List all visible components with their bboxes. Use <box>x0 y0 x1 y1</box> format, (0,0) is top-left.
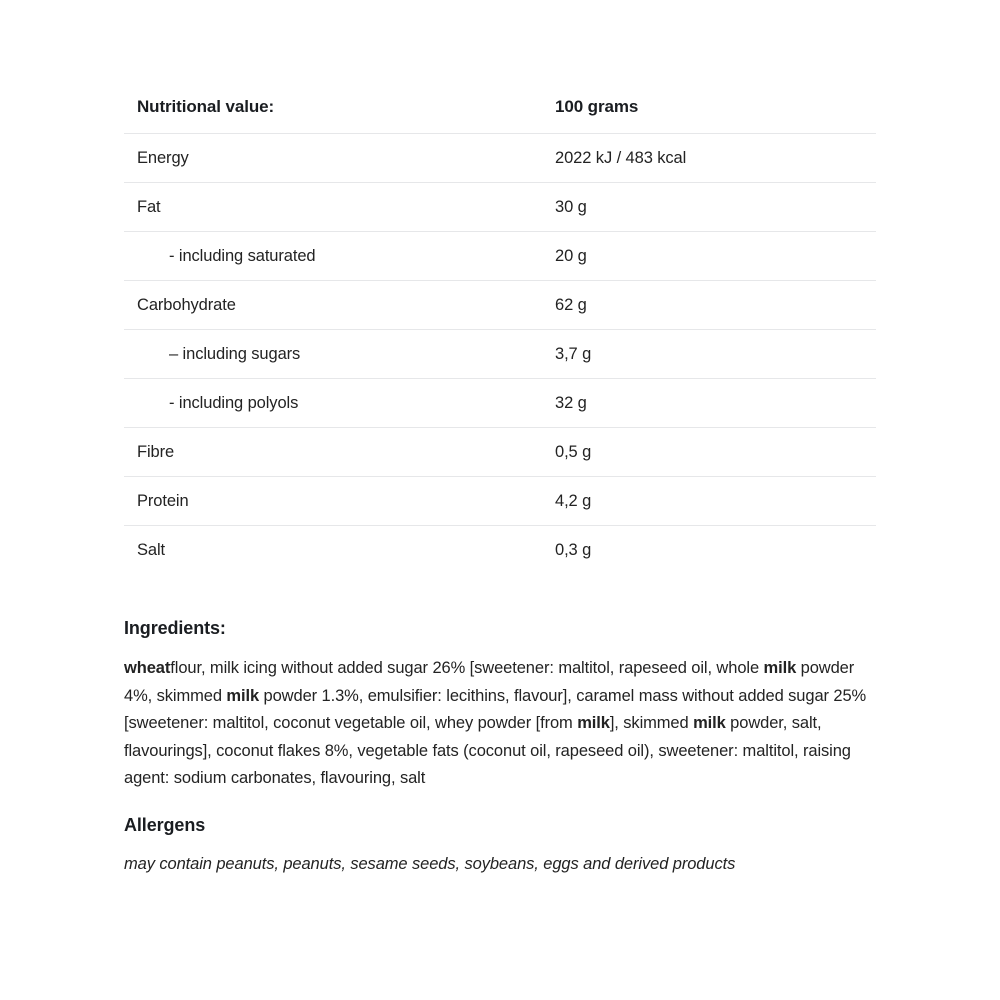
allergens-heading: Allergens <box>124 814 206 835</box>
nutrient-row-polyols <box>124 379 876 428</box>
ingredient-segment: powder 1.3%, emulsifier: lecithins, flavour], caramel mass without added sugar 25% [sweetener: maltitol, coconut vegetable oil, whey powder [from <box>124 686 867 732</box>
nutrition-section <box>124 0 876 876</box>
nutrient-label: – including sugars <box>169 344 301 363</box>
ingredient-segment: milk <box>693 714 726 732</box>
table-header-value: 100 grams <box>555 97 639 116</box>
table-header-row <box>124 94 876 134</box>
allergens-text: may contain peanuts, peanuts, sesame seeds, soybeans, eggs and derived products <box>124 854 736 873</box>
nutrient-row-carbohydrate <box>124 281 876 330</box>
nutrient-label: - including polyols <box>169 393 299 412</box>
nutrient-row-saturated <box>124 232 876 281</box>
nutrient-label: Salt <box>137 540 166 559</box>
ingredient-segment: milk <box>226 686 260 705</box>
nutrient-label: Fat <box>137 197 161 216</box>
nutrient-value: 0,5 g <box>555 442 592 461</box>
nutrient-value: 2022 kJ / 483 kcal <box>555 148 687 167</box>
nutrient-value: 30 g <box>555 197 587 216</box>
nutrient-row-fibre <box>124 428 876 477</box>
ingredient-segment: wheat <box>124 659 171 677</box>
nutrient-value: 20 g <box>555 246 587 265</box>
nutrient-label: - including saturated <box>169 246 316 265</box>
nutrient-row-sugars <box>124 330 876 379</box>
nutrient-row-salt <box>124 526 876 574</box>
nutrient-value: 0,3 g <box>555 540 592 559</box>
nutrient-row-protein <box>124 477 876 526</box>
ingredient-segment: powder, salt, flavourings], coconut flakes 8%, vegetable fats (coconut oil, rapeseed oil), sweetener: maltitol, raising agent: sodium carbonates, flavouring, salt <box>124 714 851 787</box>
nutrient-label: Protein <box>137 491 189 510</box>
nutrient-value: 4,2 g <box>555 491 592 510</box>
ingredients-heading: Ingredients: <box>124 618 226 638</box>
nutrient-label: Energy <box>137 148 189 167</box>
ingredient-segment: powder 4%, skimmed <box>124 659 855 705</box>
nutrient-value: 3,7 g <box>555 344 592 363</box>
nutrient-label: Fibre <box>137 442 175 461</box>
ingredient-segment: ], skimmed <box>609 714 694 732</box>
nutrient-row-fat <box>124 183 876 232</box>
nutrition-table <box>124 94 876 574</box>
ingredient-segment: milk <box>763 659 797 677</box>
nutrient-label: Carbohydrate <box>137 295 236 314</box>
table-header-label: Nutritional value: <box>137 97 275 116</box>
nutrient-row-energy <box>124 134 876 183</box>
nutrient-value: 32 g <box>555 393 587 412</box>
ingredient-segment: milk <box>577 714 610 732</box>
ingredients-paragraph <box>124 655 876 793</box>
nutrient-value: 62 g <box>555 295 587 314</box>
ingredient-segment: flour, milk icing without added sugar 26% [sweetener: maltitol, rapeseed oil, whole <box>170 659 764 677</box>
